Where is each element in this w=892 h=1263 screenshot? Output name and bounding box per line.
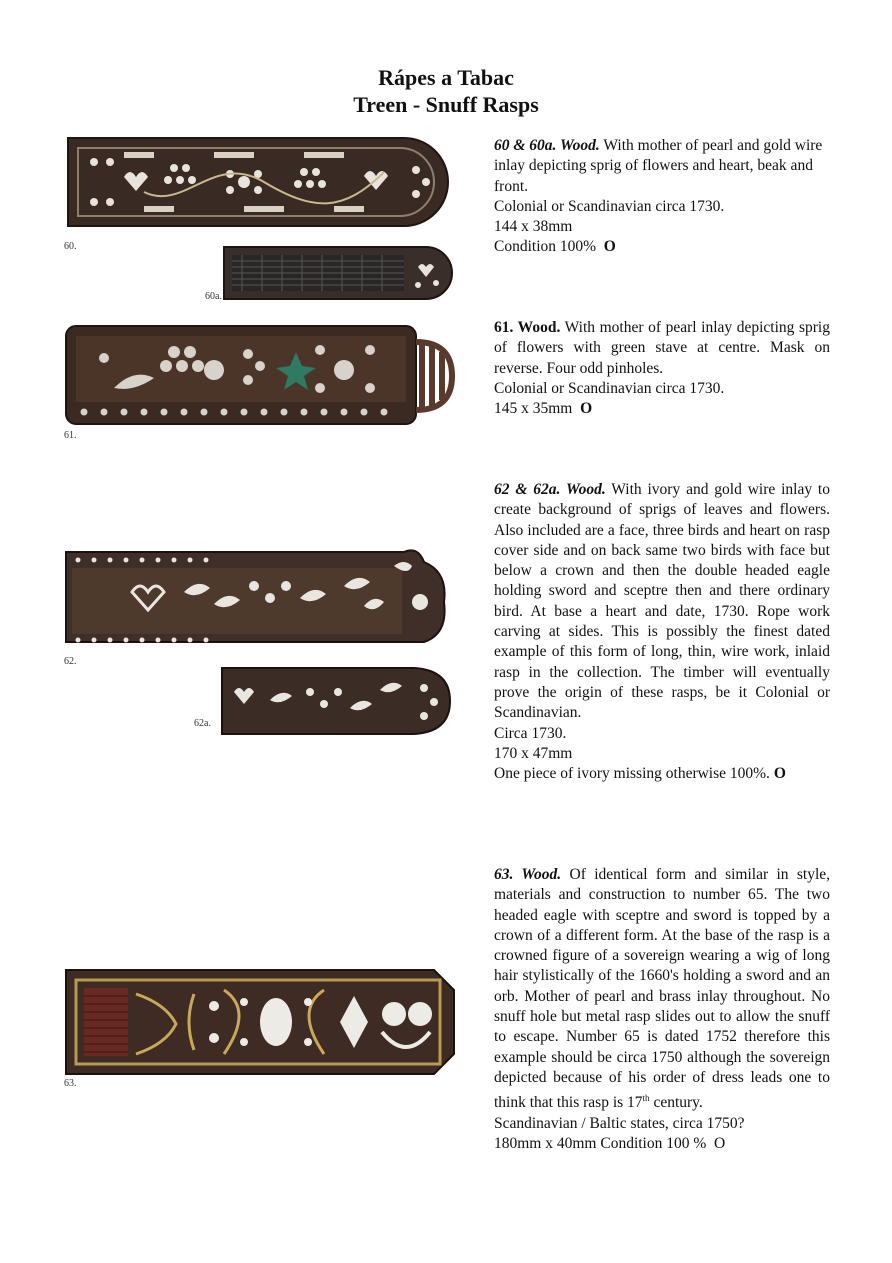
- item-description-63: [494, 865, 830, 1154]
- item-condition-60: Condition 100%: [494, 238, 597, 256]
- item-origin-61: Colonial or Scandinavian circa 1730.: [494, 379, 725, 397]
- rasp-photo-60: [64, 132, 452, 232]
- item-text-63: Of identical form and similar in style, materials and construction to number 65. The two headed eagle with sceptre and sword is topped by a crown of a different form. At the base of the rasp is a crowned figure of a sovereign wearing a wig of long hair stylistically of the 1660's holding a sword and an orb. Mother of pearl and brass inlay throughout. No snuff hole but metal rasp slides out to allow the snuff to escape. Number 65 is dated 1752 therefore this example should be circa 1750 although the sovereign depicted because of his order of dress leads one to think that this rasp is 17: [494, 866, 831, 1112]
- item-condition-63: Condition 100 %: [600, 1135, 707, 1153]
- rasp-photo-63: [64, 966, 456, 1078]
- item-description-62: [494, 480, 830, 784]
- item-superscript-63: th: [642, 1093, 650, 1104]
- figure-label-60a: 60a.: [205, 291, 222, 302]
- figure-label-61: 61.: [64, 430, 77, 441]
- item-grade-62: O: [773, 765, 786, 783]
- figure-label-62: 62.: [64, 656, 77, 667]
- item-size-63: 180mm x 40mm: [494, 1135, 597, 1153]
- page-title: [0, 64, 892, 118]
- item-heading-60: 60 & 60a. Wood.: [494, 137, 600, 154]
- figure-label-63: 63.: [64, 1078, 77, 1089]
- item-heading-61: 61. Wood.: [494, 319, 561, 336]
- item-size-61: 145 x 35mm: [494, 400, 573, 418]
- item-grade-61: O: [580, 400, 593, 418]
- item-grade-63: O: [714, 1135, 726, 1153]
- item-grade-60: O: [603, 238, 616, 256]
- item-origin-60: Colonial or Scandinavian circa 1730.: [494, 197, 725, 215]
- item-size-60: 144 x 38mm: [494, 218, 573, 236]
- page-title-line-2: Treen - Snuff Rasps: [353, 92, 539, 117]
- figure-label-62a: 62a.: [194, 718, 211, 729]
- rasp-photo-60a: [222, 243, 454, 303]
- page-title-line-1: Rápes a Tabac: [378, 65, 514, 90]
- item-origin-63: Scandinavian / Baltic states, circa 1750?: [494, 1114, 745, 1132]
- item-text-60: With mother of pearl and gold wire inlay depicting sprig of flowers and heart, beak and front.: [494, 137, 823, 195]
- item-text-62: With ivory and gold wire inlay to create background of sprigs of leaves and flowers. Also included are a face, three birds and heart on rasp cover side and on back same two birds with face but below a crown and then the double headed eagle holding sword and sceptre then and there ordinary bird. At base a heart and date, 1730. Rope work carving at sides. This is possibly the finest dated example of this form of long, thin, wire work, inlaid rasp in the collection. The timber will eventually prove the origin of these rasps, be it Colonial or Scandinavian.: [494, 481, 830, 722]
- item-heading-62: 62 & 62a. Wood.: [494, 481, 606, 498]
- item-heading-63: 63. Wood.: [494, 866, 562, 883]
- item-text-63-end: century.: [649, 1094, 703, 1112]
- figure-label-60: 60.: [64, 241, 77, 252]
- item-text-61: With mother of pearl inlay depicting sprig of flowers with green stave at centre. Mask on reverse. Four odd pinholes.: [494, 319, 830, 377]
- rasp-photo-61: [64, 322, 456, 430]
- item-description-61: [494, 318, 830, 419]
- rasp-photo-62a: [220, 664, 454, 738]
- item-size-62: 170 x 47mm: [494, 744, 573, 762]
- item-condition-62: One piece of ivory missing otherwise 100%.: [494, 765, 770, 783]
- item-description-60: [494, 136, 830, 258]
- rasp-photo-62: [64, 542, 454, 654]
- item-origin-62: Circa 1730.: [494, 724, 567, 742]
